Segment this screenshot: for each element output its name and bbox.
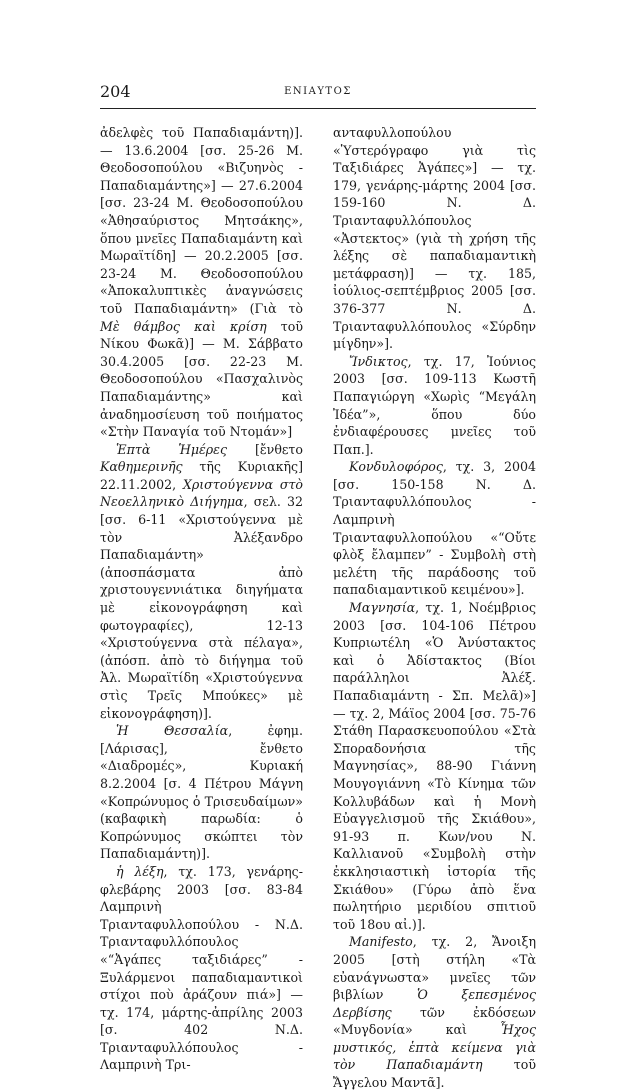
running-title: ΕΝΙΑΥΤΟΣ	[284, 86, 352, 97]
page-number: 204	[100, 82, 131, 101]
entry-magnisia: Μαγνησία, τχ. 1, Νοέμβριος 2003 [σσ. 104-106 Πέτρου Κυπριωτέλη «Ὁ Ἀνύστακτος καὶ ὁ Ἀδίστακτος (Βίοι παράλληλοι Ἀλέξ. Παπαδιαμάντη - Σπ. Μελᾶ)»] — τχ. 2, Μάϊος 2004 [σσ. 75-76 Στάθη Παρασκευοπούλου «Στὰ Σποραδονήσια τῆς Μαγνησίας», 88-90 Γιάννη Μουγογιάννη «Τὸ Κίνημα τῶν Κολλυβάδων καὶ ἡ Μονὴ Εὐαγγελισμοῦ τῆς Σκιάθου», 91-93 π. Κων/νου Ν. Καλλιανοῦ «Συμβολὴ στὴν ἐκκλησιαστικὴ ἱστορία τῆς Σκιάθου» (Γύρω ἀπὸ ἕνα πωλητήριο μεριδίου σπιτιοῦ τοῦ 18ου αἰ.)].	[333, 600, 536, 932]
entry-indiktos: Ἴνδικτος, τχ. 17, Ἰούνιος 2003 [σσ. 109-113 Κωστῆ Παπαγιώργη «Χωρὶς “Μεγάλη Ἰδέα”», ὅπου δύο ἐνδιαφέρουσες μνεῖες τοῦ Παπ.].	[333, 353, 536, 457]
entry-manifesto: Manifesto, τχ. 2, Ἄνοιξη 2005 [στὴ στήλη «Τὰ εὐανάγνωστα» μνεῖες τῶν βιβλίων Ὁ ξεπεσμένος Δερβίσης τῶν ἐκδόσεων «Μυγδονία» καὶ Ἦχος μυστικός, ἑπτὰ κείμενα γιὰ τὸν Παπαδιαμάντη τοῦ Ἄγγελου Μαντᾶ].	[333, 934, 536, 1091]
entry-kondylophoros: Κονδυλοφόρος, τχ. 3, 2004 [σσ. 150-158 Ν. Δ. Τριανταφυλλόπουλος - Λαμπρινὴ Τριανταφυλλοπούλου «“Οὔτε φλὸξ ἔλαμπεν” - Συμβολὴ στὴ μελέτη τῆς παράδοσης τοῦ παπαδιαμαντικοῦ κειμένου»].	[333, 459, 536, 598]
entry-i-lexi: ἡ λέξη, τχ. 173, γενάρης-φλεβάρης 2003 [σσ. 83-84 Λαμπρινὴ Τριανταφυλλοπούλου - Ν.Δ. Τριανταφυλλόπουλος «“Ἀγάπες ταξιδιάρες” - Ξυλάρμενοι παπαδιαμαντικοὶ στίχοι ποὺ ἀράζουν πιά»] — τχ. 174, μάρτης-ἀπρίλης 2003 [σ. 402 Ν.Δ. Τριανταφυλλόπουλος - Λαμπρινὴ Τρι-	[100, 863, 303, 1073]
paragraph-continuation: ἀδελφὲς τοῦ Παπαδιαμάντη)]. — 13.6.2004 [σσ. 25-26 Μ. Θεοδοσοπούλου «Βιζυηνὸς - Παπαδιαμάντης»] — 27.6.2004 [σσ. 23-24 Μ. Θεοδοσοπούλου «Ἀθησαύριστος Μητσάκης», ὅπου μνεῖες Παπαδιαμάντη καὶ Μωραϊτίδη] — 20.2.2005 [σσ. 23-24 Μ. Θεοδοσοπούλου «Ἀποκαλυπτικὲς ἀναγνώσεις τοῦ Παπαδιαμάντη» (Γιὰ τὸ Μὲ θάμβος καὶ κρίση τοῦ Νίκου Φωκᾶ)] — Μ. Σάββατο 30.4.2005 [σσ. 22-23 Μ. Θεοδοσοπούλου «Πασχαλινὸς Παπαδιαμάντης» καὶ ἀναδημοσίευση τοῦ ποιήματος «Στὴν Παναγία τοῦ Ντομάν»]	[100, 125, 303, 440]
paragraph-continuation: ανταφυλλοπούλου «Ὑστερόγραφο γιὰ τὶς Ταξιδιάρες Ἀγάπες»] — τχ. 179, γενάρης-μάρτης 2004 [σσ. 159-160 Ν. Δ. Τριανταφυλλόπουλος «Ἀστεκτος» (γιὰ τὴ χρήση τῆς λέξης σὲ παπαδιαμαντικὴ μετάφραση)] — τχ. 185, ἰούλιος-σεπτέμβριος 2005 [σσ. 376-377 Ν. Δ. Τριανταφυλλόπουλος «Σύρδην μίγδην»].	[333, 125, 536, 352]
right-column	[333, 124, 536, 1091]
entry-epta-imeres: Ἑπτὰ Ἡμέρες [ἔνθετο Καθημερινῆς τῆς Κυριακῆς] 22.11.2002, Χριστούγεννα στὸ Νεοελληνικὸ Διήγημα, σελ. 32 [σσ. 6-11 «Χριστούγεννα μὲ τὸν Ἀλέξανδρο Παπαδιαμάντη» (ἀποσπάσματα ἀπὸ χριστουγεννιάτικα διηγήματα μὲ εἰκονογράφηση καὶ φωτογραφίες), 12-13 «Χριστούγεννα στὰ πέλαγα», (ἀπόσπ. ἀπὸ τὸ διήγημα τοῦ Ἀλ. Μωραϊτίδη «Χριστούγεννα στὶς Τρεῖς Μπούκες» μὲ εἰκονογράφηση)].	[100, 441, 303, 721]
page-header	[100, 80, 536, 109]
entry-thessalia: Ἡ Θεσσαλία, ἐφημ. [Λάρισας], ἔνθετο «Διαδρομές», Κυριακή 8.2.2004 [σ. 4 Πέτρου Μάγνη «Κοπρώνυμος ὁ Τρισευδαίμων» (καβαφικὴ παρωδία: ὁ Κοπρώνυμος σκώπτει τὸν Παπαδιαμάντη)].	[100, 723, 303, 862]
left-column	[100, 124, 303, 1073]
